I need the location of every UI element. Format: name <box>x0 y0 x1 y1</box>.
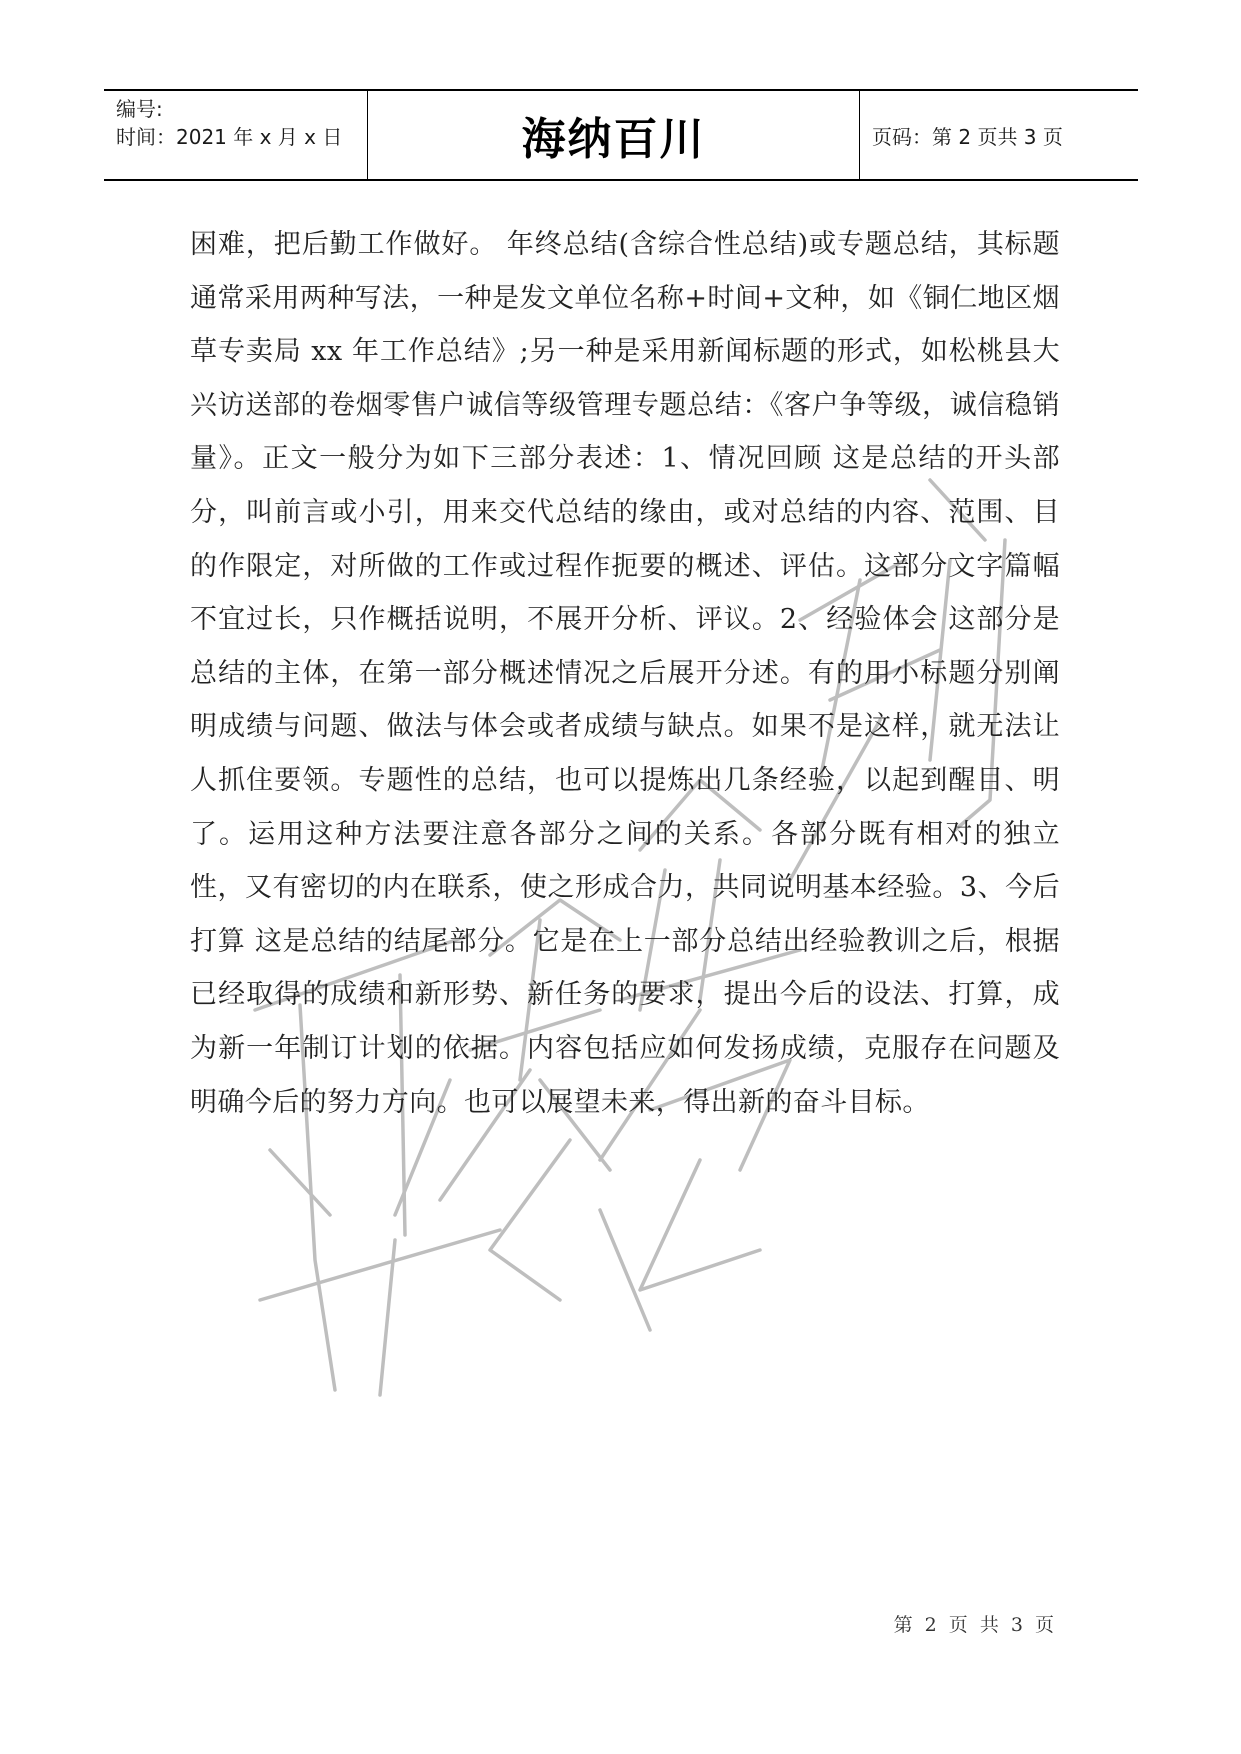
page-code: 页码：第 2 页共 3 页 <box>872 124 1063 149</box>
page-footer: 第 2 页 共 3 页 <box>893 1614 1057 1636</box>
header-page-cell <box>860 91 1138 179</box>
header-brand-cell <box>368 91 860 179</box>
brand-title: 海纳百川 <box>521 114 706 165</box>
doc-number-label: 编号: <box>116 97 163 121</box>
header-meta <box>104 91 368 179</box>
doc-time-label: 时间：2021 年 x 月 x 日 <box>116 125 343 149</box>
document-header <box>104 89 1138 181</box>
body-paragraph: 困难，把后勤工作做好。 年终总结(含综合性总结)或专题总结，其标题通常采用两种写法，一种是发文单位名称+时间+文种，如《铜仁地区烟草专卖局 xx 年工作总结》;另一种是采用新闻标题的形式，如松桃县大兴访送部的卷烟零售户诚信等级管理专题总结：《客户争等级，诚信稳销量》。正文一般分为如下三部分表述：1、情况回顾 这是总结的开头部分，叫前言或小引，用来交代总结的缘由，或对总结的内容、范围、目的作限定，对所做的工作或过程作扼要的概述、评估。这部分文字篇幅不宜过长，只作概括说明，不展开分析、评议。2、经验体会 这部分是总结的主体，在第一部分概述情况之后展开分述。有的用小标题分别阐明成绩与问题、做法与体会或者成绩与缺点。如果不是这样，就无法让人抓住要领。专题性的总结，也可以提炼出几条经验，以起到醒目、明了。运用这种方法要注意各部分之间的关系。各部分既有相对的独立性，又有密切的内在联系，使之形成合力，共同说明基本经验。3、今后打算 这是总结的结尾部分。它是在上一部分总结出经验教训之后，根据已经取得的成绩和新形势、新任务的要求，提出今后的设法、打算，成为新一年制订计划的依据。内容包括应如何发扬成绩，克服存在问题及明确今后的努力方向。也可以展望未来，得出新的奋斗目标。 <box>190 229 1060 1118</box>
